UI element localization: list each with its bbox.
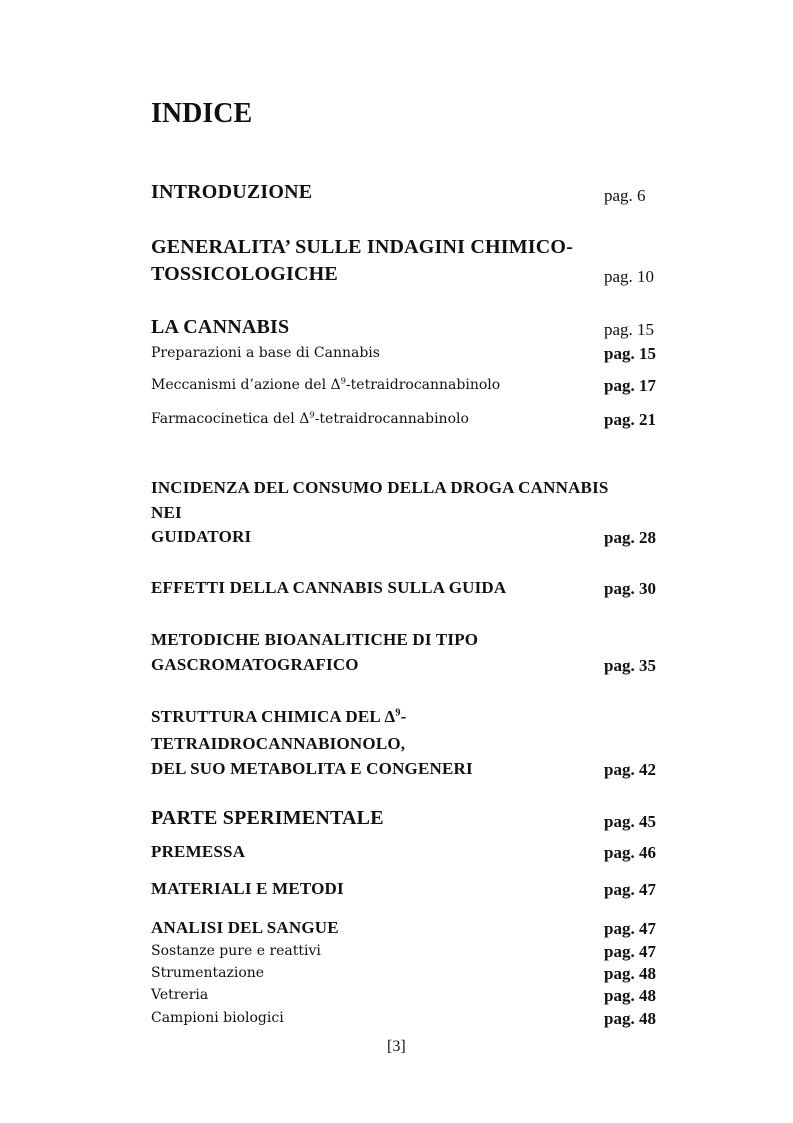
toc-heading-incidenza-line3[interactable]: GUIDATORI [151,527,252,546]
toc-page-parte: pag. 45 [604,812,656,831]
toc-heading-effetti[interactable]: EFFETTI DELLA CANNABIS SULLA GUIDA [151,578,507,597]
toc-page-sostanze: pag. 47 [604,942,656,961]
toc-heading-introduzione[interactable]: INTRODUZIONE [151,181,313,203]
toc-heading-parte[interactable]: PARTE SPERIMENTALE [151,807,384,829]
toc-page-incidenza: pag. 28 [604,528,656,547]
toc-page-meccanismi: pag. 17 [604,376,656,395]
text-part: - [400,707,407,726]
superscript: 9 [340,375,346,386]
toc-sub-farmacocinetica[interactable] [151,411,469,427]
toc-heading-generalita-line1[interactable]: GENERALITA’ SULLE INDAGINI CHIMICO- [151,236,574,258]
toc-page-struttura: pag. 42 [604,760,656,779]
toc-heading-incidenza-line2[interactable]: NEI [151,503,182,522]
toc-heading-premessa[interactable]: PREMESSA [151,842,246,861]
toc-page-materiali: pag. 47 [604,880,656,899]
text-part: Farmacocinetica del Δ [151,411,310,427]
text-part: Meccanismi d’azione del Δ [151,377,341,393]
toc-page-strumentazione: pag. 48 [604,964,656,983]
toc-heading-analisi[interactable]: ANALISI DEL SANGUE [151,918,339,937]
toc-sub-sostanze[interactable]: Sostanze pure e reattivi [151,943,321,959]
toc-page-effetti: pag. 30 [604,579,656,598]
toc-heading-generalita-line2[interactable]: TOSSICOLOGICHE [151,263,338,285]
toc-heading-metodiche-line2[interactable]: GASCROMATOGRAFICO [151,655,359,674]
toc-page-metodiche: pag. 35 [604,656,656,675]
toc-sub-strumentazione[interactable]: Strumentazione [151,965,265,981]
text-part: STRUTTURA CHIMICA DEL Δ [151,707,396,726]
toc-sub-vetreria[interactable]: Vetreria [151,987,209,1003]
toc-page-preparazioni: pag. 15 [604,344,656,363]
toc-heading-incidenza-line1[interactable]: INCIDENZA DEL CONSUMO DELLA DROGA CANNABIS [151,478,609,497]
toc-page-campioni: pag. 48 [604,1009,656,1028]
toc-heading-struttura-line2[interactable]: TETRAIDROCANNABIONOLO, [151,734,406,753]
toc-page-introduzione: pag. 6 [604,186,646,205]
toc-sub-preparazioni[interactable]: Preparazioni a base di Cannabis [151,345,380,361]
toc-heading-materiali[interactable]: MATERIALI E METODI [151,879,344,898]
toc-sub-meccanismi[interactable] [151,377,500,393]
toc-heading-struttura-line1[interactable] [151,707,407,727]
toc-heading-cannabis[interactable]: LA CANNABIS [151,316,290,338]
superscript: 9 [395,707,401,719]
page-number: [3] [387,1038,406,1055]
text-part: -tetraidrocannabinolo [345,377,501,393]
toc-heading-metodiche-line1[interactable]: METODICHE BIOANALITICHE DI TIPO [151,630,479,649]
toc-page-cannabis: pag. 15 [604,320,655,339]
toc-page-analisi: pag. 47 [604,919,656,938]
page-title: INDICE [151,98,253,129]
text-part: -tetraidrocannabinolo [314,411,469,427]
toc-page-generalita: pag. 10 [604,267,655,286]
toc-page-vetreria: pag. 48 [604,986,656,1005]
toc-page-premessa: pag. 46 [604,843,656,862]
superscript: 9 [309,409,315,420]
toc-heading-struttura-line3[interactable]: DEL SUO METABOLITA E CONGENERI [151,759,473,778]
toc-page-farmacocinetica: pag. 21 [604,410,656,429]
toc-sub-campioni[interactable]: Campioni biologici [151,1010,284,1026]
